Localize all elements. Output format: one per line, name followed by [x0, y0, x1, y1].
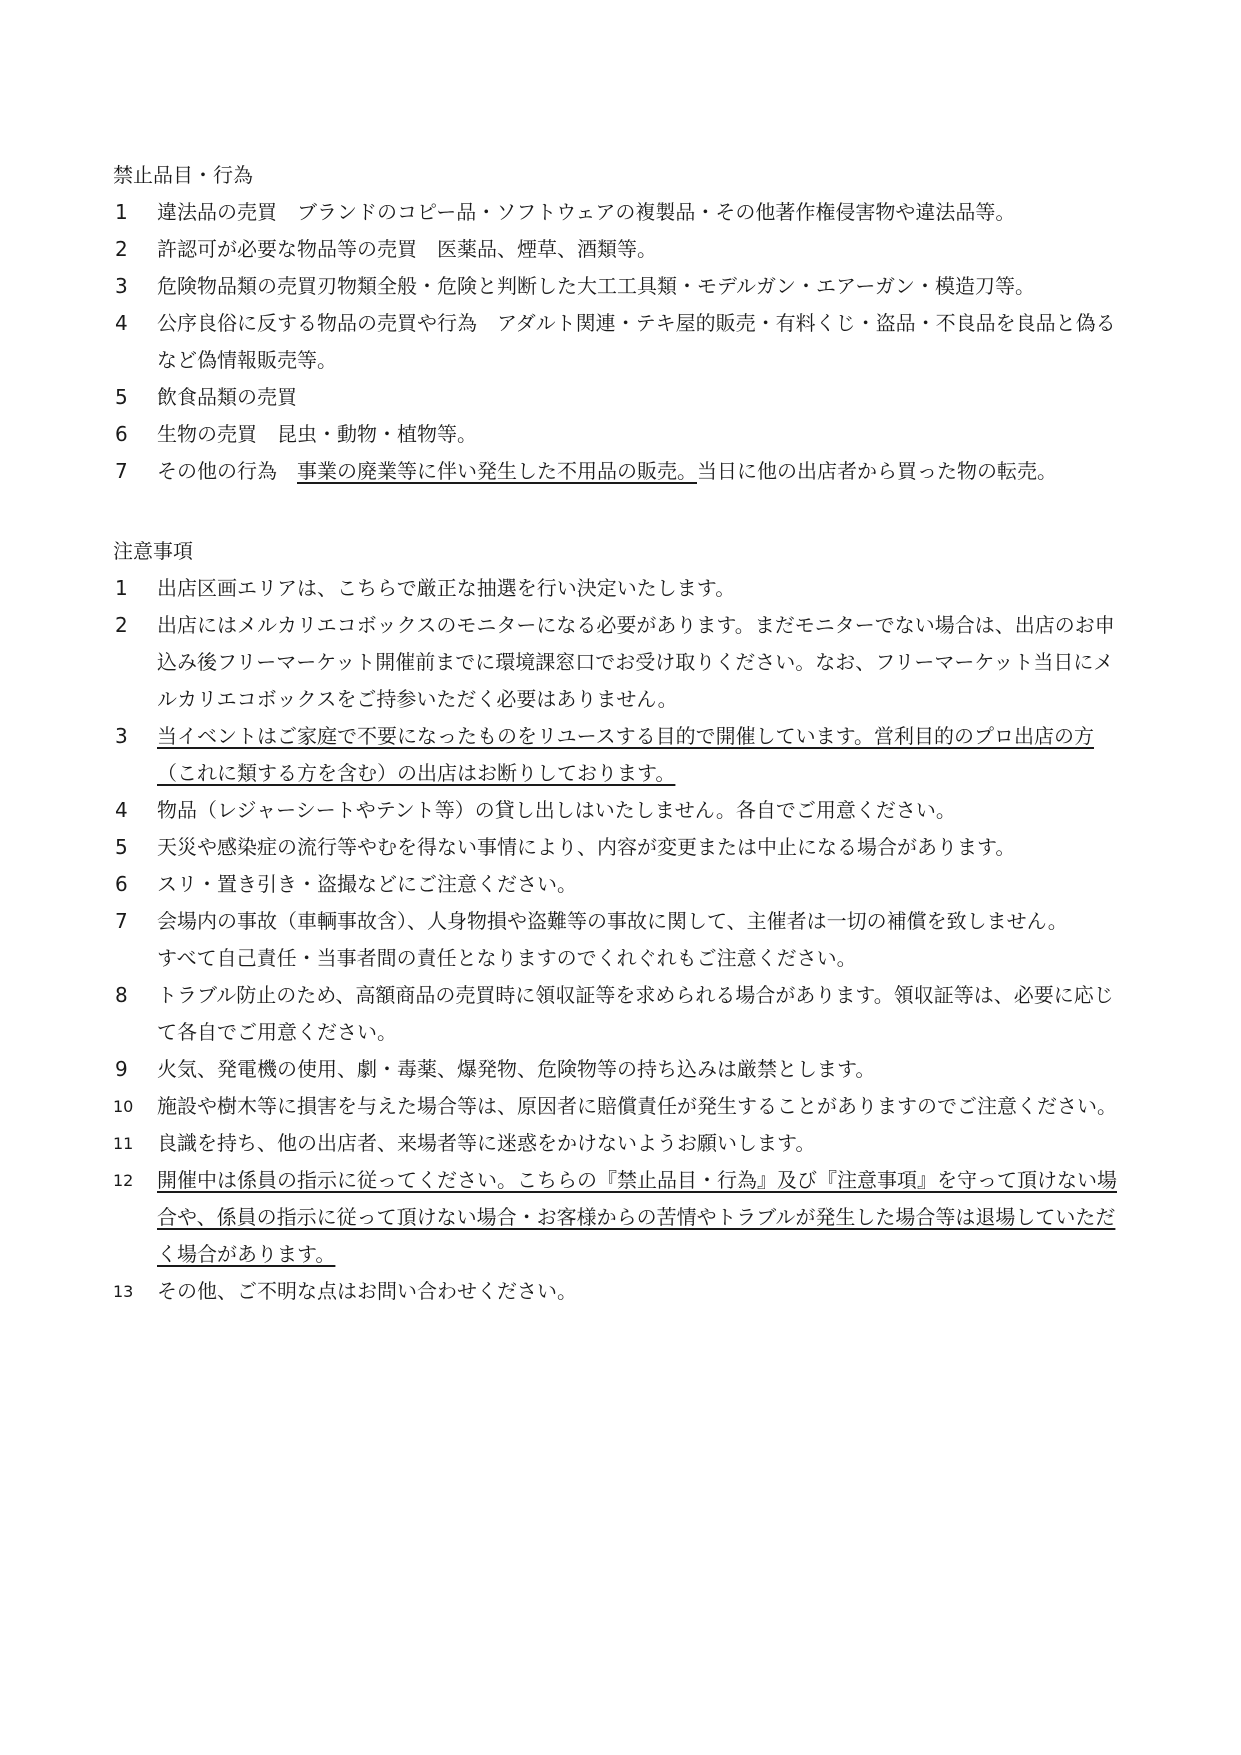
prohibited-item-6	[113, 416, 1133, 453]
item-text: 天災や感染症の流行等やむを得ない事情により、内容が変更または中止になる場合があります。	[157, 835, 1016, 859]
item-text: 飲食品類の売買	[157, 385, 297, 409]
prohibited-item-7	[113, 453, 1133, 490]
prohibited-item-1	[113, 194, 1133, 231]
item-number: 1	[115, 200, 128, 224]
item-text: 違法品の売買 ブランドのコピー品・ソフトウェアの複製品・その他著作権侵害物や違法品等。	[157, 200, 1016, 224]
item-text: その他、ご不明な点はお問い合わせください。	[157, 1279, 577, 1303]
item-text-line-1: 会場内の事故（車輌事故含）、人身物損や盗難等の事故に関して、主催者は一切の補償を致しません。	[157, 909, 1068, 933]
item-text-underlined: 事業の廃業等に伴い発生した不用品の販売。	[297, 459, 697, 483]
prohibited-heading: 禁止品目・行為	[113, 163, 253, 187]
prohibited-item-2	[113, 231, 1133, 268]
item-number: 6	[115, 422, 128, 446]
notes-item-11	[113, 1125, 1133, 1162]
item-text: 良識を持ち、他の出店者、来場者等に迷惑をかけないようお願いします。	[157, 1131, 816, 1155]
notes-item-13	[113, 1273, 1133, 1310]
item-text: 許認可が必要な物品等の売買 医薬品、煙草、酒類等。	[157, 237, 657, 261]
item-text: 生物の売買 昆虫・動物・植物等。	[157, 422, 477, 446]
item-number: 7	[115, 909, 128, 933]
prohibited-item-4	[113, 305, 1133, 379]
prohibited-item-5	[113, 379, 1133, 416]
item-text-plain: その他の行為	[157, 459, 297, 483]
item-text: スリ・置き引き・盗撮などにご注意ください。	[157, 872, 577, 896]
item-number: 4	[115, 311, 128, 335]
item-number: 11	[113, 1134, 134, 1153]
notes-item-6	[113, 866, 1133, 903]
item-number: 10	[113, 1097, 134, 1116]
item-text-underlined: 当イベントはご家庭で不要になったものをリユースする目的で開催しています。営利目的のプロ出店の方（これに類する方を含む）の出店はお断りしております。	[157, 724, 1094, 785]
prohibited-section	[113, 157, 1133, 490]
item-text: 出店区画エリアは、こちらで厳正な抽選を行い決定いたします。	[157, 576, 736, 600]
item-number: 5	[115, 835, 128, 859]
prohibited-item-3	[113, 268, 1133, 305]
item-number: 6	[115, 872, 128, 896]
item-text	[157, 453, 1133, 490]
item-number: 2	[115, 613, 128, 637]
item-number: 7	[115, 459, 128, 483]
notes-heading: 注意事項	[113, 539, 193, 563]
item-text-underlined: 開催中は係員の指示に従ってください。こちらの『禁止品目・行為』及び『注意事項』を守って頂けない場合や、係員の指示に従って頂けない場合・お客様からの苦情やトラブルが発生した場合等は退場していただく場合があります。	[157, 1168, 1117, 1266]
item-text: 火気、発電機の使用、劇・毒薬、爆発物、危険物等の持ち込みは厳禁とします。	[157, 1057, 876, 1081]
notes-item-4	[113, 792, 1133, 829]
item-text	[157, 718, 1133, 792]
notes-item-5	[113, 829, 1133, 866]
item-number: 13	[113, 1282, 134, 1301]
item-text-line-2: すべて自己責任・当事者間の責任となりますのでくれぐれもご注意ください。	[157, 946, 857, 970]
notes-section	[113, 533, 1133, 1310]
notes-item-12	[113, 1162, 1133, 1273]
item-text: 施設や樹木等に損害を与えた場合等は、原因者に賠償責任が発生することがありますのでご注意ください。	[157, 1094, 1117, 1118]
item-number: 1	[115, 576, 128, 600]
item-number: 9	[115, 1057, 128, 1081]
item-text: 物品（レジャーシートやテント等）の貸し出しはいたしません。各自でご用意ください。	[157, 798, 956, 822]
item-number: 8	[115, 983, 128, 1007]
notes-item-10	[113, 1088, 1133, 1125]
item-number: 12	[113, 1171, 134, 1190]
notes-item-9	[113, 1051, 1133, 1088]
item-text: トラブル防止のため、高額商品の売買時に領収証等を求められる場合があります。領収証等は、必要に応じて各自でご用意ください。	[157, 983, 1114, 1044]
notes-item-1	[113, 570, 1133, 607]
item-number: 4	[115, 798, 128, 822]
item-number: 5	[115, 385, 128, 409]
notes-item-3	[113, 718, 1133, 792]
notes-item-7	[113, 903, 1133, 977]
item-text: 危険物品類の売買刃物類全般・危険と判断した大工工具類・モデルガン・エアーガン・模造刀等。	[157, 274, 1035, 298]
item-number: 3	[115, 274, 128, 298]
item-number: 2	[115, 237, 128, 261]
notes-item-2	[113, 607, 1133, 718]
item-text	[157, 903, 1133, 977]
item-text-plain-after: 当日に他の出店者から買った物の転売。	[697, 459, 1057, 483]
item-number: 3	[115, 724, 128, 748]
item-text: 出店にはメルカリエコボックスのモニターになる必要があります。まだモニターでない場合は、出店のお申込み後フリーマーケット開催前までに環境課窓口でお受け取りください。なお、フリーマーケット当日にメルカリエコボックスをご持参いただく必要はありません。	[157, 613, 1115, 711]
notes-item-8	[113, 977, 1133, 1051]
item-text: 公序良俗に反する物品の売買や行為 アダルト関連・テキ屋的販売・有料くじ・盗品・不良品を良品と偽るなど偽情報販売等。	[157, 311, 1116, 372]
item-text	[157, 1162, 1133, 1273]
